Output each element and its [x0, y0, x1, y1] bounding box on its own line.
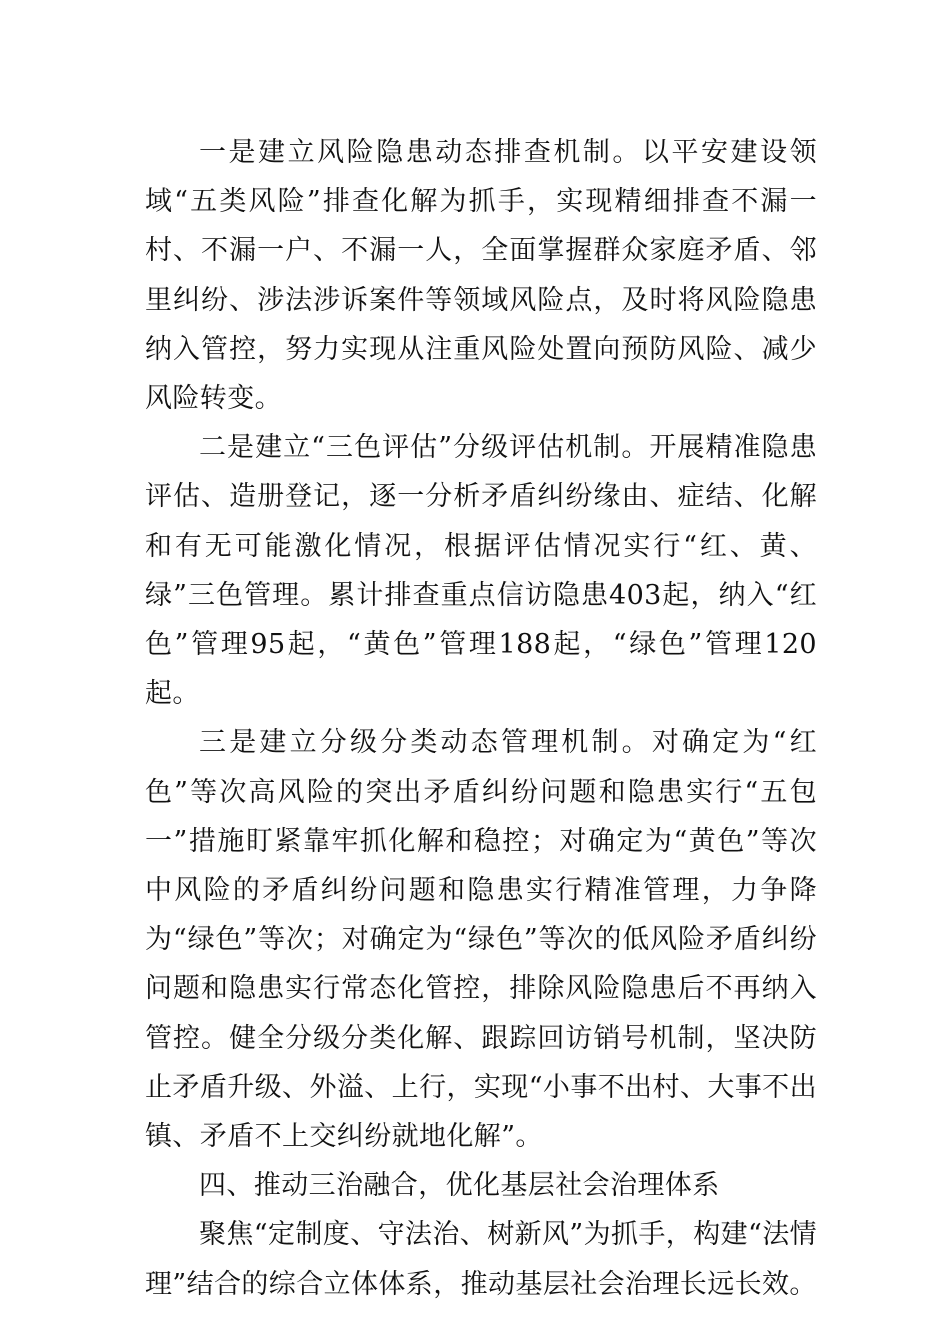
paragraph-risk-screening: 一是建立风险隐患动态排查机制。以平安建设领域“五类风险”排查化解为抓手，实现精细排查不漏一村、不漏一户、不漏一人，全面掌握群众家庭矛盾、邻里纠纷、涉法涉诉案件等领域风险点，及时将风险隐患纳入管控，努力实现从注重风险处置向预防风险、减少风险转变。 — [145, 137, 817, 415]
paragraph-graded-management: 三是建立分级分类动态管理机制。对确定为“红色”等次高风险的突出矛盾纠纷问题和隐患实行“五包一”措施盯紧靠牢抓化解和稳控；对确定为“黄色”等次中风险的矛盾纠纷问题和隐患实行精准管理，力争降为“绿色”等次；对确定为“绿色”等次的低风险矛盾纠纷问题和隐患实行常态化管控，排除风险隐患后不再纳入管控。健全分级分类化解、跟踪回访销号机制，坚决防止矛盾升级、外溢、上行，实现“小事不出村、大事不出镇、矛盾不上交纠纷就地化解”。 — [145, 727, 817, 1153]
paragraph-governance-system: 聚焦“定制度、守法治、树新风”为抓手，构建“法情理”结合的综合立体体系，推动基层社会治理长远长效。 — [145, 1219, 818, 1300]
document-body — [145, 128, 817, 1309]
paragraph-three-color-assessment: 二是建立“三色评估”分级评估机制。开展精准隐患评估、造册登记，逐一分析矛盾纠纷缘由、症结、化解和有无可能激化情况，根据评估情况实行“红、黄、绿”三色管理。累计排查重点信访隐患403起，纳入“红色”管理95起，“黄色”管理188起，“绿色”管理120起。 — [145, 432, 817, 710]
section-heading-three-governance: 四、推动三治融合，优化基层社会治理体系 — [199, 1170, 720, 1202]
